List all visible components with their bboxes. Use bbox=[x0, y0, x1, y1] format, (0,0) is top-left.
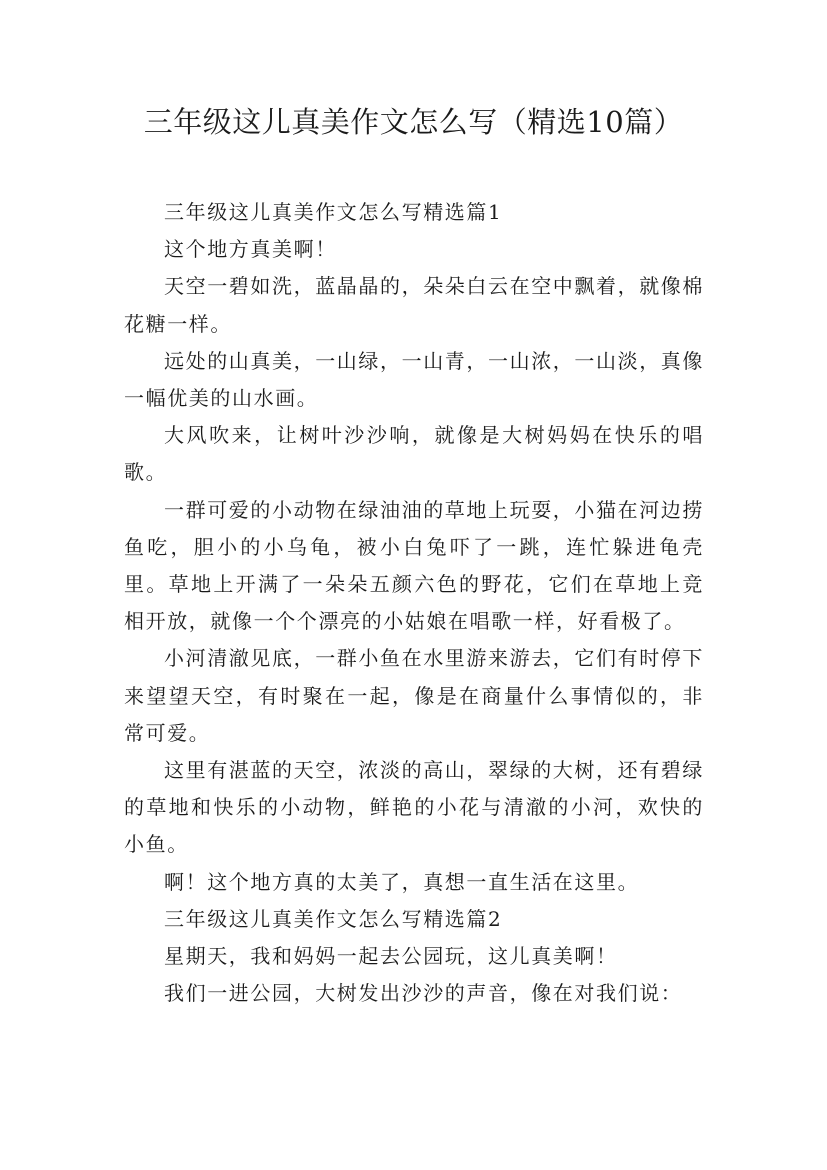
paragraph: 啊！这个地方真的太美了，真想一直生活在这里。 bbox=[164, 869, 640, 894]
section-heading-2: 三年级这儿真美作文怎么写精选篇2 bbox=[164, 906, 503, 931]
paragraph: 星期天，我和妈妈一起去公园玩，这儿真美啊！ bbox=[164, 944, 618, 969]
document-title: 三年级这儿真美作文怎么写（精选10篇） bbox=[143, 105, 684, 139]
paragraph: 这个地方真美啊！ bbox=[164, 237, 337, 262]
paragraph: 一群可爱的小动物在绿油油的草地上玩耍，小猫在河边捞鱼吃，胆小的小乌龟，被小白兔吓了一跳，连忙躲进龟壳里。草地上开满了一朵朵五颜六色的野花，它们在草地上竞相开放，就像一个个漂亮的小姑娘在唱歌一样，好看极了。 bbox=[124, 497, 704, 634]
paragraph: 我们一进公园，大树发出沙沙的声音，像在对我们说： bbox=[164, 981, 683, 1006]
paragraph: 这里有湛蓝的天空，浓淡的高山，翠绿的大树，还有碧绿的草地和快乐的小动物，鲜艳的小花与清澈的小河，欢快的小鱼。 bbox=[124, 758, 704, 857]
document-body bbox=[124, 194, 704, 1012]
paragraph: 天空一碧如洗，蓝晶晶的，朵朵白云在空中飘着，就像棉花糖一样。 bbox=[124, 274, 704, 336]
paragraph: 小河清澈见底，一群小鱼在水里游来游去，它们有时停下来望望天空，有时聚在一起，像是在商量什么事情似的，非常可爱。 bbox=[124, 646, 704, 745]
section-heading-1: 三年级这儿真美作文怎么写精选篇1 bbox=[164, 200, 503, 224]
paragraph: 大风吹来，让树叶沙沙响，就像是大树妈妈在快乐的唱歌。 bbox=[124, 423, 704, 485]
paragraph: 远处的山真美，一山绿，一山青，一山浓，一山淡，真像一幅优美的山水画。 bbox=[124, 348, 704, 411]
